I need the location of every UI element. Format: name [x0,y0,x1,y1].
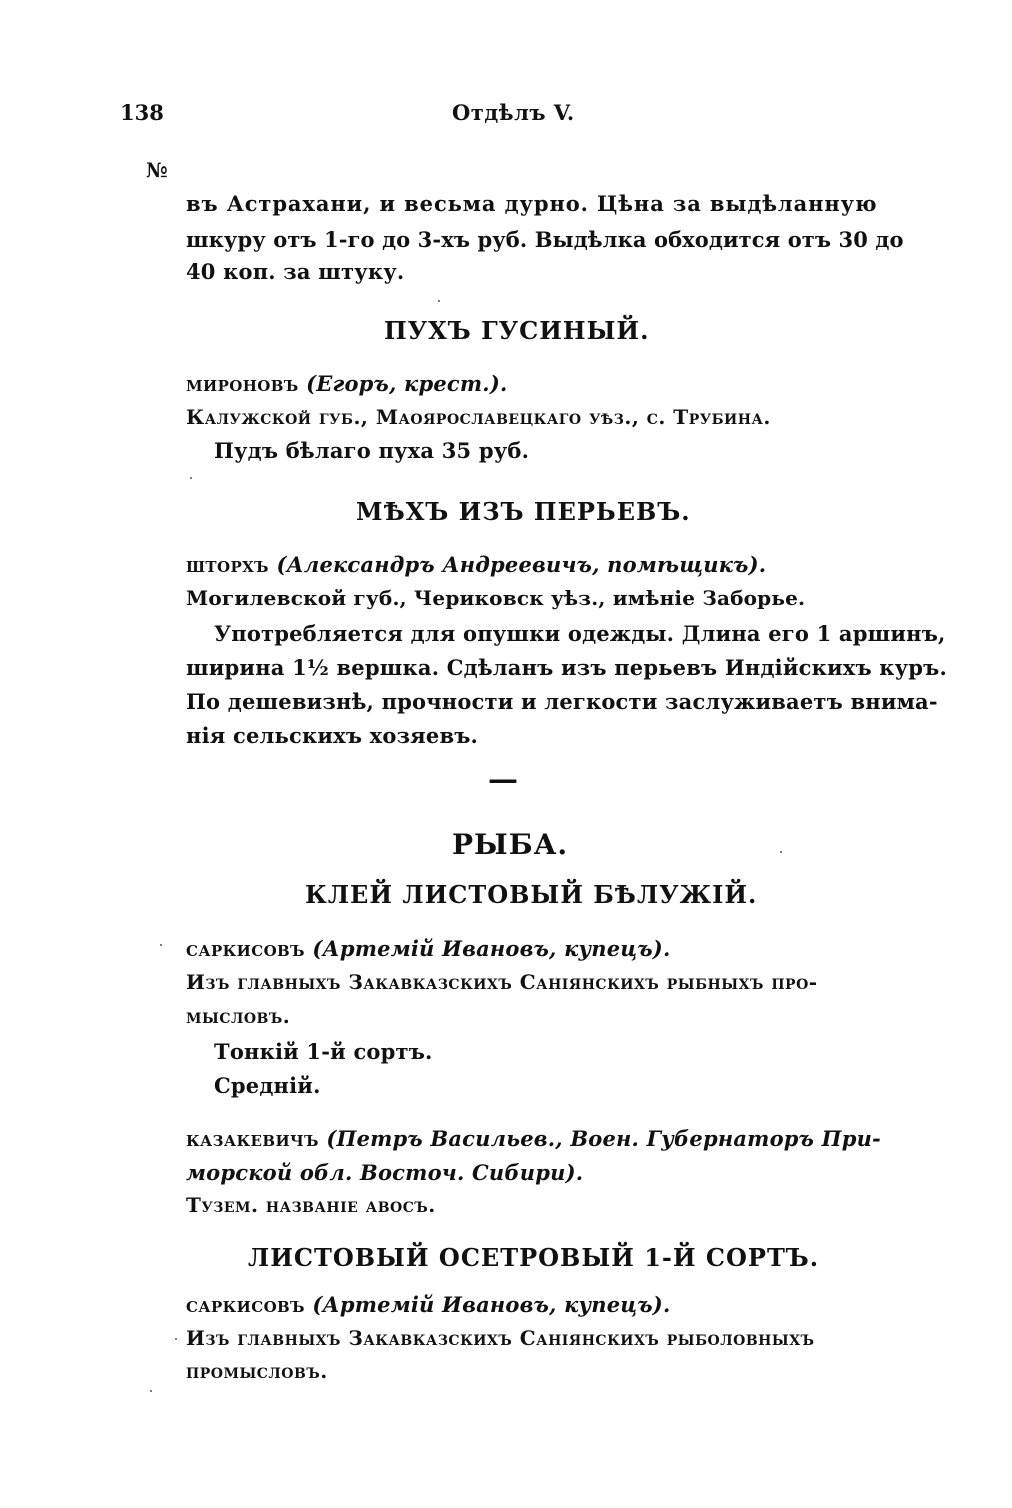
scan-speck [780,851,782,853]
exhibitor-details: (Артемій Ивановъ, купецъ). [312,1292,671,1317]
exhibitor-location: Калужской губ., Маоярославецкаго уѣз., с. Трубина. [186,405,771,429]
exhibitor-details: (Егоръ, крест.). [306,371,508,396]
exhibitor-details: (Артемій Ивановъ, купецъ). [312,936,671,961]
exhibitor-location-line-1: Изъ главныхъ Закавказскихъ Саніянскихъ рыбныхъ про- [186,970,818,994]
exhibitor-location-line-2: промысловъ. [186,1359,328,1383]
exhibitor-line-shtorkh [186,552,766,577]
intro-line-1: въ Астрахани, и весьма дурно. Цѣна за выдѣланную [186,191,878,216]
section-title-goose-down: ПУХЪ ГУСИНЫЙ. [384,316,650,345]
section-title-feather-fur: МѢХЪ ИЗЪ ПЕРЬЕВЪ. [356,497,691,526]
section-title-fish: РЫБА. [452,828,569,861]
item-grade-1: Тонкій 1-й сортъ. [214,1039,433,1064]
subsection-title-sturgeon-glue: ЛИСТОВЫЙ ОСЕТРОВЫЙ 1-Й СОРТЪ. [248,1243,820,1272]
exhibitor-name: саркисовъ [186,936,305,961]
exhibitor-details: (Александръ Андреевичъ, помѣщикъ). [276,552,767,577]
item-note: Пудъ бѣлаго пуха 35 руб. [214,438,530,463]
subsection-title-beluga-glue: КЛЕЙ ЛИСТОВЫЙ БѢЛУЖІЙ. [305,880,758,909]
page-number: 138 [120,100,164,125]
scan-speck [150,1390,152,1392]
exhibitor-line-sarkisov-2 [186,1292,670,1317]
exhibitor-line-mironov [186,371,507,396]
intro-line-2: шкуру отъ 1-го до 3-хъ руб. Выдѣлка обходится отъ 30 до [186,227,904,252]
exhibitor-name: саркисовъ [186,1292,305,1317]
scan-speck [160,944,162,946]
exhibitor-details: (Петръ Васильев., Воен. Губернаторъ При- [326,1126,881,1151]
exhibitor-location: Могилевской губ., Чериковск уѣз., имѣніе Заборье. [186,586,806,610]
numero-mark: № [146,158,168,182]
running-head-section: Отдѣлъ V. [452,100,575,125]
exhibitor-details-continued: морской обл. Восточ. Сибири). [186,1160,584,1185]
exhibitor-location-line-2: мысловъ. [186,1004,291,1028]
scan-speck [438,300,440,302]
scan-speck [175,1338,177,1340]
description-line-3: По дешевизнѣ, прочности и легкости заслуживаетъ внима- [186,689,938,714]
exhibitor-name: мироновъ [186,371,299,396]
item-grade-2: Средній. [214,1073,321,1098]
exhibitor-location-line-1: Изъ главныхъ Закавказскихъ Саніянскихъ рыболовныхъ [186,1326,815,1350]
section-separator: — [488,762,519,797]
native-name-note: Тузем. названіе авосъ. [186,1193,436,1217]
description-line-1: Употребляется для опушки одежды. Длина его 1 аршинъ, [214,621,946,646]
exhibitor-name: казакевичъ [186,1126,319,1151]
scan-speck [190,477,192,479]
exhibitor-name: шторхъ [186,552,269,577]
description-line-4: нія сельскихъ хозяевъ. [186,723,479,748]
intro-line-3: 40 коп. за штуку. [186,259,405,284]
description-line-2: ширина 1½ вершка. Сдѣланъ изъ перьевъ Индійскихъ куръ. [186,655,947,680]
exhibitor-line-sarkisov [186,936,670,961]
exhibitor-line-kazakevich [186,1126,881,1151]
